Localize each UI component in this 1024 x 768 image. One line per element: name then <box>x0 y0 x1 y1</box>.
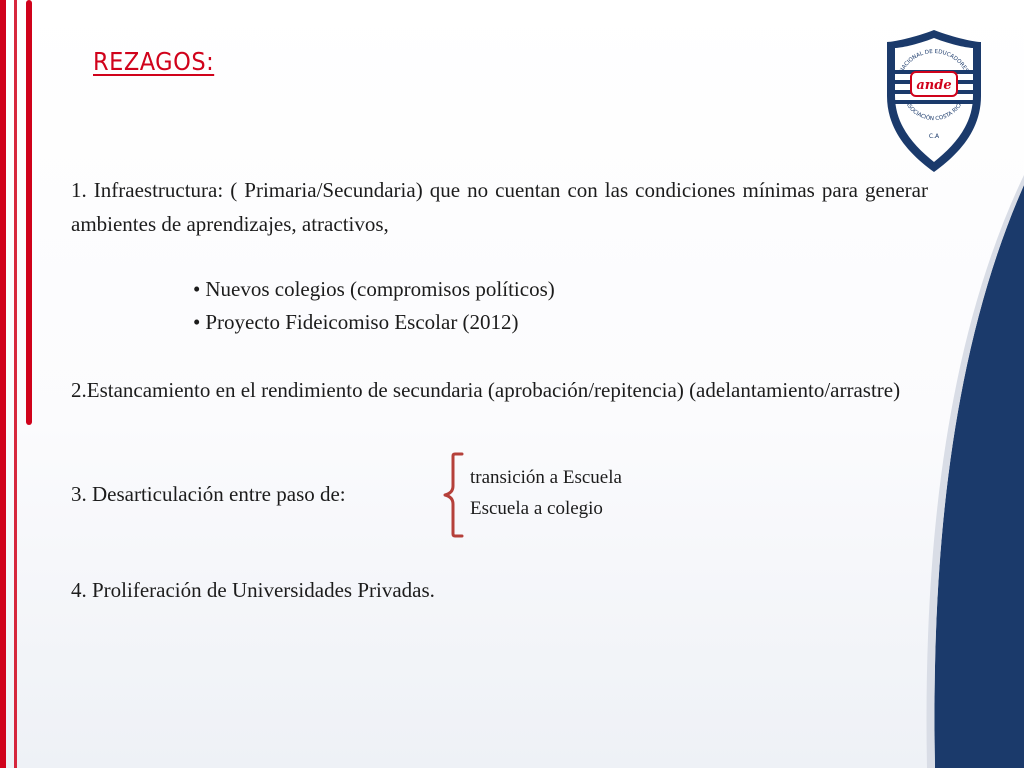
curly-brace-icon <box>436 450 466 540</box>
left-red-stripe <box>0 0 6 768</box>
bullet-fideicomiso: • Proyecto Fideicomiso Escolar (2012) <box>193 306 555 339</box>
item-infraestructura: 1. Infraestructura: ( Primaria/Secundaria) que no cuentan con las condiciones mínimas para generar ambientes de aprendizajes, atractivos, <box>71 178 928 236</box>
logo-tip-text: C.A <box>928 133 940 140</box>
left-thin-stripe <box>14 0 17 768</box>
logo-ring-bottom: ASOCIACIÓN COSTA RICA <box>903 100 965 123</box>
desarticulacion-options <box>470 462 622 524</box>
infraestructura-bullets <box>193 273 555 339</box>
item-proliferacion: 4. Proliferación de Universidades Privadas. <box>71 578 435 602</box>
option-escuela-colegio: Escuela a colegio <box>470 498 603 519</box>
slide-title: REZAGOS: <box>93 47 215 76</box>
bullet-nuevos-colegios: • Nuevos colegios (compromisos políticos) <box>193 273 555 306</box>
item-desarticulacion: 3. Desarticulación entre paso de: <box>71 482 346 506</box>
option-transicion: transición a Escuela <box>470 467 622 488</box>
logo-ande-text: ande <box>916 78 952 93</box>
left-accent-bar <box>26 0 32 425</box>
item-estancamiento: 2.Estancamiento en el rendimiento de secundaria (aprobación/repitencia) (adelantamiento/arrastre) <box>71 378 901 402</box>
ande-logo <box>883 26 985 178</box>
logo-ring-top: NACIONAL DE EDUCADORES <box>898 48 970 74</box>
